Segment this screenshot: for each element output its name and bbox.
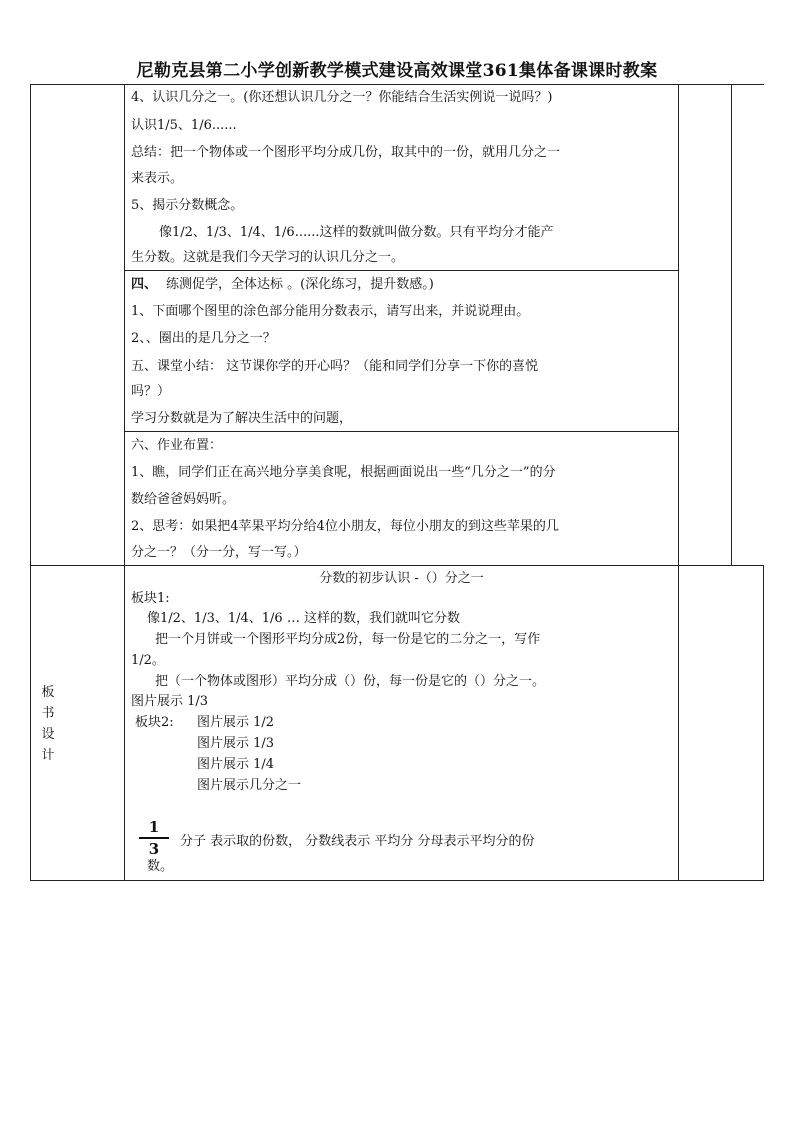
table-top-border <box>30 84 764 85</box>
fraction-explanation: 分子 表示取的份数， 分数线表示 平均分 分母表示平均分的份 <box>180 834 535 849</box>
column-divider-left <box>124 84 125 881</box>
section-4-title: 4、认识几分之一。(你还想认识几分之一？你能结合生活实例说一说吗？) <box>131 90 553 105</box>
block-2-line2: 图片展示 1/3 <box>197 736 275 751</box>
summary-line2: 吗？） <box>131 384 171 399</box>
row-divider-1 <box>124 270 679 271</box>
summary-line3: 学习分数就是为了解决生活中的问题， <box>131 411 353 426</box>
block-1-line3: 1/2。 <box>131 653 165 668</box>
table-bottom-border <box>30 880 764 881</box>
section-4-summary-line2: 来表示。 <box>131 171 184 186</box>
board-design-label-char-3: 设 <box>41 727 55 742</box>
block-1-line1: 像1/2、1/3、1/4、1/6 … 这样的数，我们就叫它分数 <box>147 611 460 626</box>
fraction-numerator: 1 <box>148 818 160 836</box>
homework-2-line1: 2、思考：如果把4苹果平均分给4位小朋友，每位小朋友的到这些苹果的几 <box>131 519 559 534</box>
row-divider-2 <box>124 431 679 432</box>
table-left-border <box>30 84 31 881</box>
block-1-line4: 把（一个物体或图形）平均分成（）份，每一份是它的（）分之一。 <box>155 674 546 689</box>
section-divider <box>30 565 764 566</box>
table-right-border-upper <box>731 84 732 566</box>
section-5-line1: 像1/2、1/3、1/4、1/6......这样的数就叫做分数。只有平均分才能产 <box>159 225 554 240</box>
homework-1-line2: 数给爸爸妈妈听。 <box>131 492 236 507</box>
block-2-line4: 图片展示几分之一 <box>197 778 302 793</box>
summary-line1: 五、课堂小结： 这节课你学的开心吗？（能和同学们分享一下你的喜悦 <box>131 359 539 374</box>
fraction-denominator: 3 <box>148 839 160 858</box>
homework-1-line1: 1、瞧，同学们正在高兴地分享美食呢，根据画面说出一些“几分之一”的分 <box>131 465 556 480</box>
section-5-line2: 生分数。这就是我们今天学习的认识几分之一。 <box>131 250 405 265</box>
column-divider-right <box>678 84 679 881</box>
page-title: 尼勒克县第二小学创新教学模式建设高效课堂361集体备课课时教案 <box>136 61 658 81</box>
table-right-border-lower <box>763 566 764 881</box>
block-1-line2: 把一个月饼或一个图形平均分成2份，每一份是它的二分之一，写作 <box>155 632 541 647</box>
homework-title: 六、作业布置： <box>131 438 223 453</box>
section-four-text: 练测促学，全体达标 。(深化练习，提升数感。) <box>166 277 434 292</box>
fraction-explanation-end: 数。 <box>147 859 174 874</box>
fraction-line <box>139 837 169 839</box>
board-title: 分数的初步认识 -（）分之一 <box>319 571 484 586</box>
board-design-label-char-1: 板 <box>41 685 55 700</box>
block-2-line3: 图片展示 1/4 <box>197 757 275 772</box>
homework-2-line2: 分之一？（分一分，写一写。） <box>131 545 307 560</box>
board-design-label-char-2: 书 <box>41 706 55 721</box>
block-2-label: 板块2: <box>135 715 174 730</box>
section-four-label: 四、 <box>131 277 158 292</box>
board-design-label-char-4: 计 <box>41 748 55 763</box>
section-5-title: 5、揭示分数概念。 <box>131 198 244 213</box>
block-1-line5: 图片展示 1/3 <box>131 694 209 709</box>
exercise-1: 1、下面哪个图里的涂色部分能用分数表示，请写出来，并说说理由。 <box>131 304 530 319</box>
section-4-summary-line1: 总结：把一个物体或一个图形平均分成几份，取其中的一份，就用几分之一 <box>131 145 561 160</box>
block-1-label: 板块1: <box>131 591 170 606</box>
section-4-recognize: 认识1/5、1/6...... <box>131 118 237 133</box>
exercise-2: 2、、圈出的是几分之一？ <box>131 331 276 346</box>
fraction-one-third <box>139 818 169 858</box>
block-2-line1: 图片展示 1/2 <box>197 715 275 730</box>
